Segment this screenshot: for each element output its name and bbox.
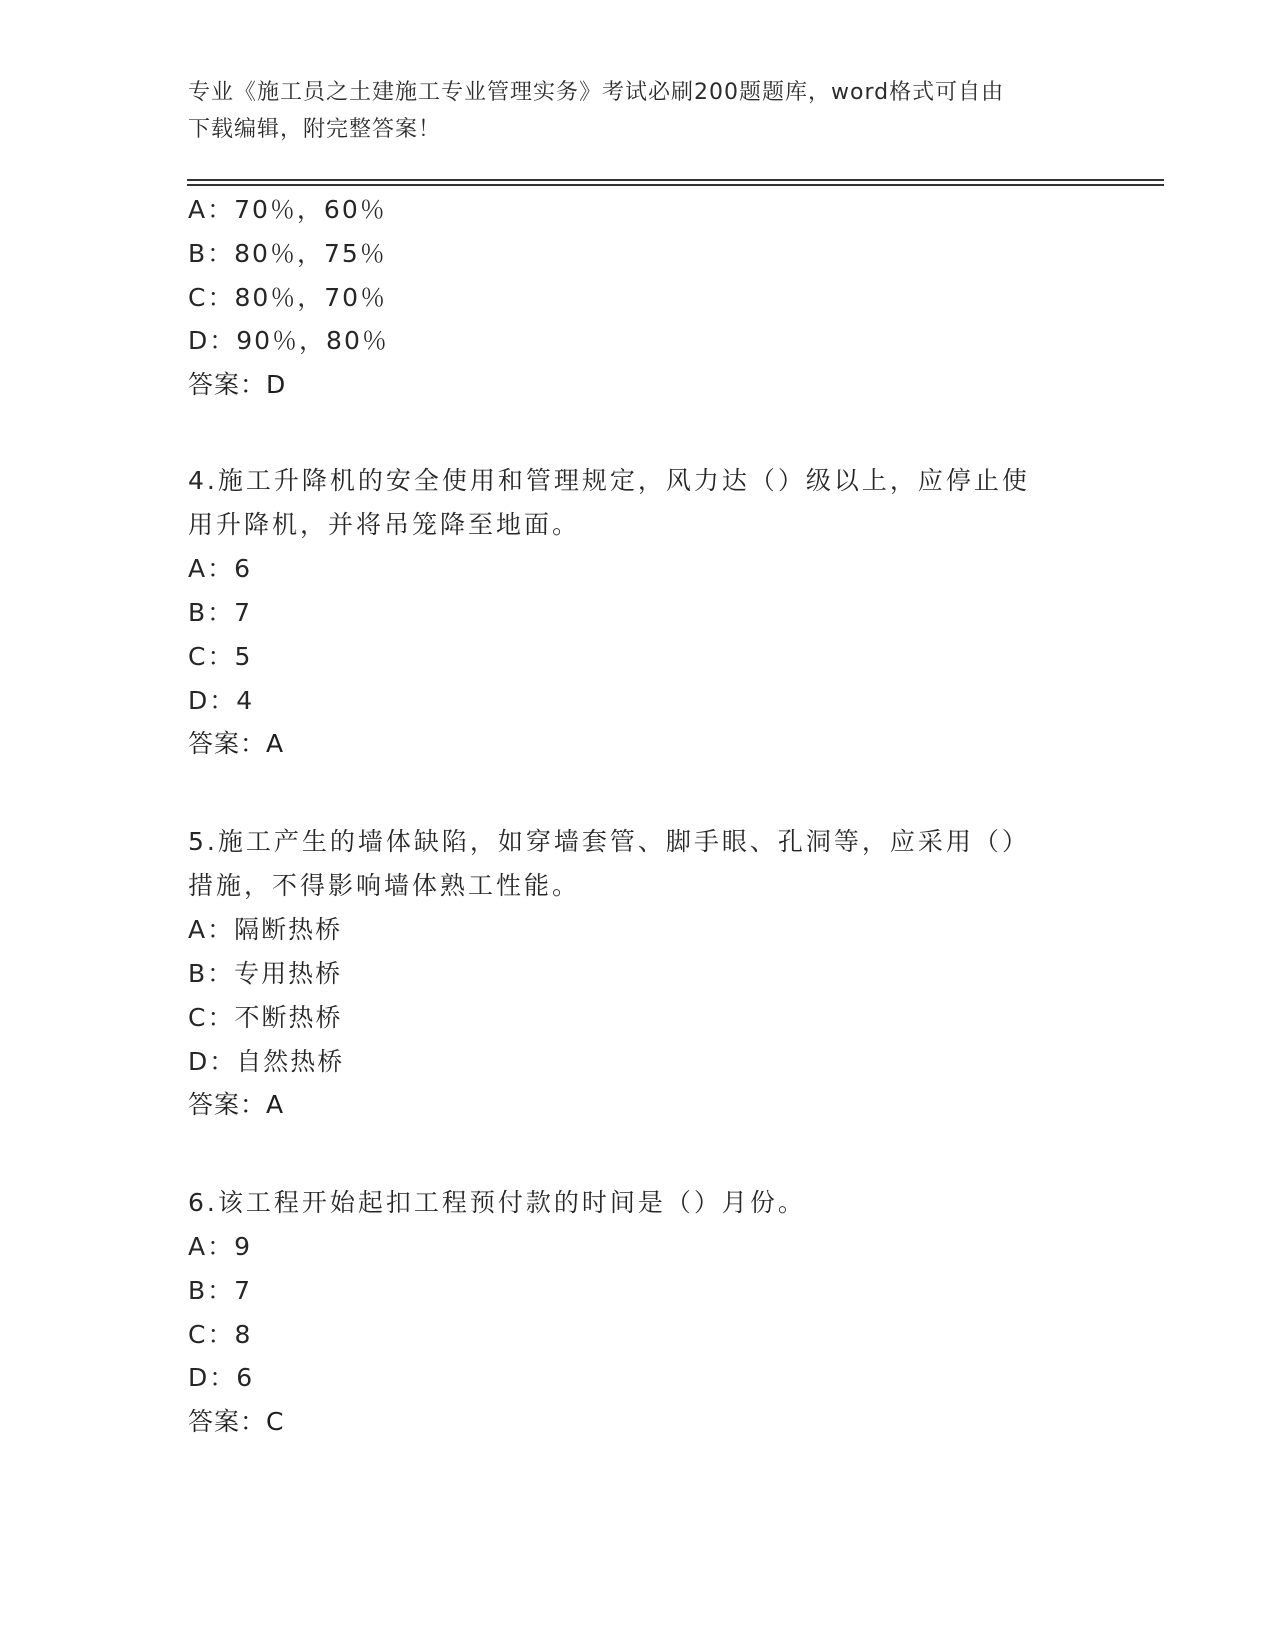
q5-option-d: D：自然热桥	[188, 1047, 345, 1076]
q5-option-c: C：不断热桥	[188, 1003, 343, 1032]
q6-stem-line-1: 6.该工程开始起扣工程预付款的时间是（）月份。	[188, 1188, 806, 1217]
q3-option-a: A：70％，60％	[188, 195, 387, 224]
header-divider-bottom	[187, 184, 1164, 186]
q3-option-d: D：90％，80％	[188, 326, 389, 355]
header-divider-top	[187, 179, 1164, 181]
q5-option-b: B：专用热桥	[188, 959, 343, 988]
q4-stem-line-2: 用升降机，并将吊笼降至地面。	[188, 510, 581, 539]
header-line-1: 专业《施工员之土建施工专业管理实务》考试必刷200题题库，word格式可自由	[188, 80, 1005, 105]
header-line-2: 下载编辑，附完整答案！	[188, 117, 442, 142]
q4-answer: 答案：A	[188, 729, 285, 758]
q3-option-c: C：80％，70％	[188, 283, 388, 312]
q5-answer: 答案：A	[188, 1090, 285, 1119]
q5-stem-line-1: 5.施工产生的墙体缺陷，如穿墙套管、脚手眼、孔洞等，应采用（）	[188, 827, 1030, 856]
q5-stem-line-2: 措施，不得影响墙体熟工性能。	[188, 871, 581, 900]
q4-option-a: A：6	[188, 554, 253, 583]
q4-option-b: B：7	[188, 598, 253, 627]
q4-option-c: C：5	[188, 642, 253, 671]
q4-stem-line-1: 4.施工升降机的安全使用和管理规定，风力达（）级以上，应停止使	[188, 466, 1030, 495]
q6-option-c: C：8	[188, 1320, 253, 1349]
q6-option-b: B：7	[188, 1276, 253, 1305]
q6-answer: 答案：C	[188, 1407, 285, 1436]
q3-option-b: B：80％，75％	[188, 239, 387, 268]
document-header	[188, 74, 1068, 148]
q5-option-a: A：隔断热桥	[188, 915, 343, 944]
q6-option-d: D：6	[188, 1363, 255, 1392]
q3-answer: 答案：D	[188, 370, 287, 399]
q4-option-d: D：4	[188, 686, 255, 715]
q6-option-a: A：9	[188, 1232, 253, 1261]
